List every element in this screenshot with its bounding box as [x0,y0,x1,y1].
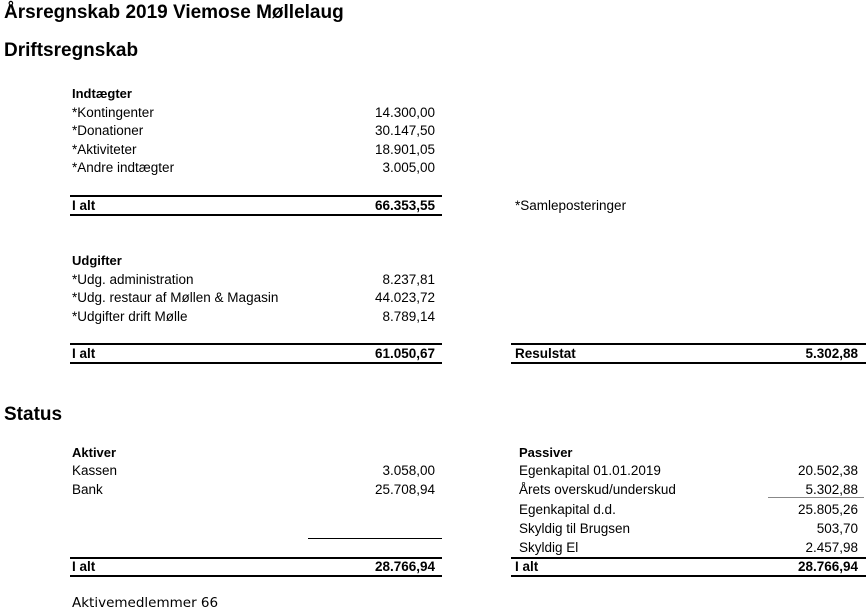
liability-label: Egenkapital d.d. [519,502,616,517]
income-total-top-rule [70,195,442,197]
income-total-bottom-rule [70,214,442,216]
liabilities-subtotal-rule [768,497,864,498]
income-value: 18.901,05 [374,142,435,157]
liability-value: 503,70 [816,521,858,536]
asset-value: 3.058,00 [382,463,435,478]
liabilities-total-label: I alt [515,559,539,574]
expense-value: 44.023,72 [374,290,435,305]
income-label: *Aktiviteter [72,142,137,157]
expenses-total-bottom-rule [70,362,442,364]
expenses-total-top-rule [70,343,442,345]
footnote-samleposteringer: *Samleposteringer [515,198,627,213]
asset-label: Kassen [72,463,118,478]
liability-label: Skyldig til Brugsen [519,521,631,536]
income-label: *Kontingenter [72,105,154,120]
asset-value: 25.708,94 [374,482,435,497]
assets-heading: Aktiver [72,445,117,460]
income-label: *Andre indtægter [72,160,175,175]
section-heading-status: Status [4,404,63,425]
income-value: 3.005,00 [382,160,435,175]
expenses-heading: Udgifter [72,253,122,268]
assets-total-label: I alt [72,559,96,574]
result-bottom-rule [511,362,866,364]
result-value: 5.302,88 [805,346,858,361]
liabilities-total-value: 28.766,94 [797,559,858,574]
assets-total-value: 28.766,94 [374,559,435,574]
document-title: Årsregnskab 2019 Viemose Møllelaug [4,2,344,23]
liability-value: 5.302,88 [805,482,858,497]
liabilities-heading: Passiver [519,445,573,460]
liability-label: Egenkapital 01.01.2019 [519,463,661,478]
income-heading: Indtægter [72,86,132,101]
expenses-total-value: 61.050,67 [374,346,435,361]
expense-label: *Udgifter drift Mølle [72,309,188,324]
income-total-label: I alt [72,198,96,213]
result-top-rule [511,343,866,345]
liability-label: Skyldig El [519,540,579,555]
result-label: Resulstat [515,346,576,361]
liabilities-total-bottom-rule [511,575,866,577]
asset-label: Bank [72,482,103,497]
liability-value: 20.502,38 [797,463,858,478]
section-heading-driftsregnskab: Driftsregnskab [4,40,139,61]
income-label: *Donationer [72,123,144,138]
income-value: 30.147,50 [374,123,435,138]
expense-value: 8.789,14 [382,309,435,324]
liability-label: Årets overskud/underskud [519,482,676,497]
members-note: Aktivemedlemmer 66 [72,595,219,611]
liability-value: 25.805,26 [797,502,858,517]
assets-subtotal-rule [308,538,442,539]
expense-label: *Udg. administration [72,272,194,287]
expense-label: *Udg. restaur af Møllen & Magasin [72,290,279,305]
income-total-value: 66.353,55 [374,198,435,213]
expense-value: 8.237,81 [382,272,435,287]
income-value: 14.300,00 [374,105,435,120]
liability-value: 2.457,98 [805,540,858,555]
assets-total-bottom-rule [70,575,442,577]
expenses-total-label: I alt [72,346,96,361]
